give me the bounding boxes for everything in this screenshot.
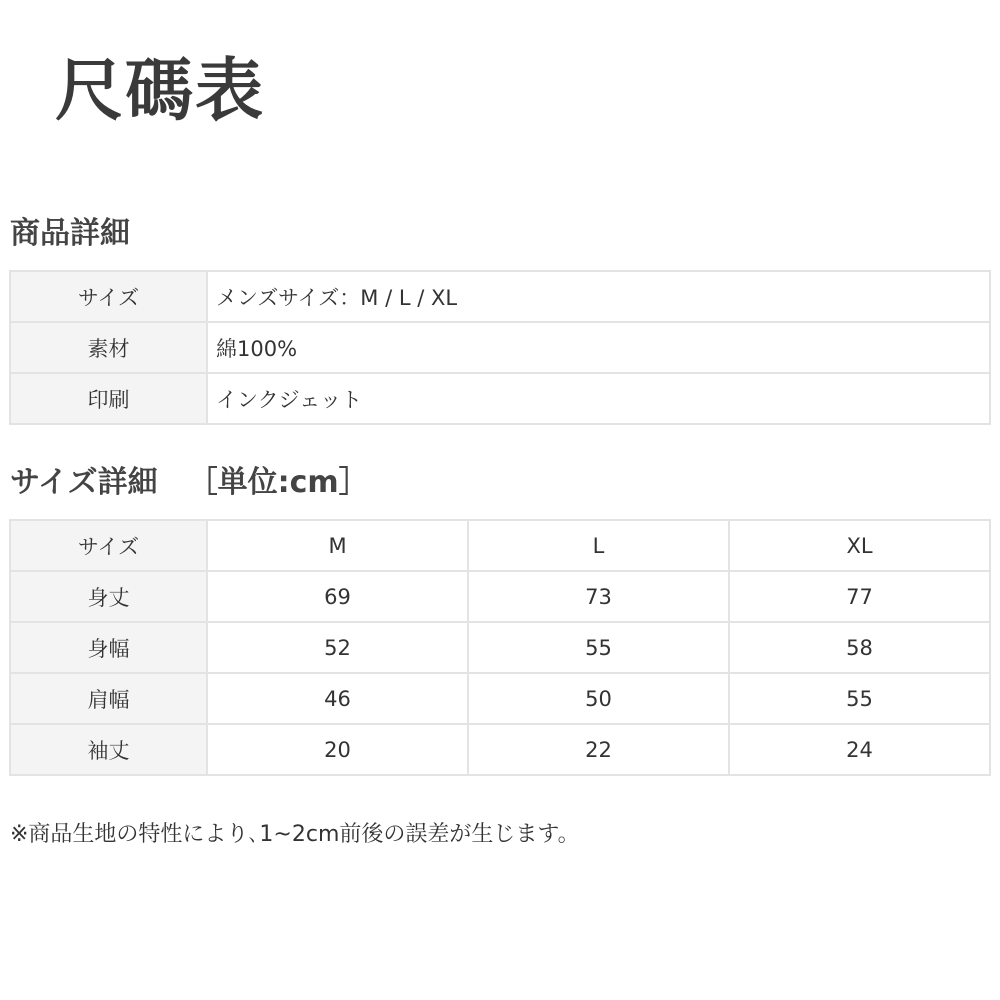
cell-value: 52 xyxy=(207,622,468,673)
row-label: 身幅 xyxy=(10,622,207,673)
table-row xyxy=(10,724,990,775)
size-header-l: L xyxy=(468,520,729,571)
row-label: 印刷 xyxy=(10,373,207,424)
cell-value: 55 xyxy=(729,673,990,724)
table-row xyxy=(10,373,990,424)
cell-value: 77 xyxy=(729,571,990,622)
size-header-m: M xyxy=(207,520,468,571)
size-details-heading xyxy=(10,463,369,503)
row-label: 身丈 xyxy=(10,571,207,622)
table-row xyxy=(10,271,990,322)
cell-value: 69 xyxy=(207,571,468,622)
cell-value: 58 xyxy=(729,622,990,673)
footnote: ※商品生地の特性により､1~2cm前後の誤差が生じます。 xyxy=(10,822,580,847)
product-details-heading: 商品詳細 xyxy=(10,216,130,251)
row-label: 素材 xyxy=(10,322,207,373)
table-row xyxy=(10,571,990,622)
product-details-table xyxy=(9,270,991,425)
cell-value: 20 xyxy=(207,724,468,775)
cell-value: 22 xyxy=(468,724,729,775)
row-label: サイズ xyxy=(10,271,207,322)
header-label: サイズ xyxy=(10,520,207,571)
table-row xyxy=(10,322,990,373)
row-value: メンズサイズ：M / L / XL xyxy=(207,271,990,322)
cell-value: 73 xyxy=(468,571,729,622)
cell-value: 55 xyxy=(468,622,729,673)
table-row xyxy=(10,673,990,724)
cell-value: 46 xyxy=(207,673,468,724)
size-table xyxy=(9,519,991,776)
row-value: 綿100% xyxy=(207,322,990,373)
size-header-xl: XL xyxy=(729,520,990,571)
cell-value: 50 xyxy=(468,673,729,724)
table-row xyxy=(10,622,990,673)
cell-value: 24 xyxy=(729,724,990,775)
row-label: 袖丈 xyxy=(10,724,207,775)
size-details-title: サイズ詳細 xyxy=(10,465,158,500)
row-value: インクジェット xyxy=(207,373,990,424)
page-title: 尺碼表 xyxy=(55,52,266,131)
row-label: 肩幅 xyxy=(10,673,207,724)
unit-label: ［単位:cm］ xyxy=(187,465,369,500)
table-header-row xyxy=(10,520,990,571)
